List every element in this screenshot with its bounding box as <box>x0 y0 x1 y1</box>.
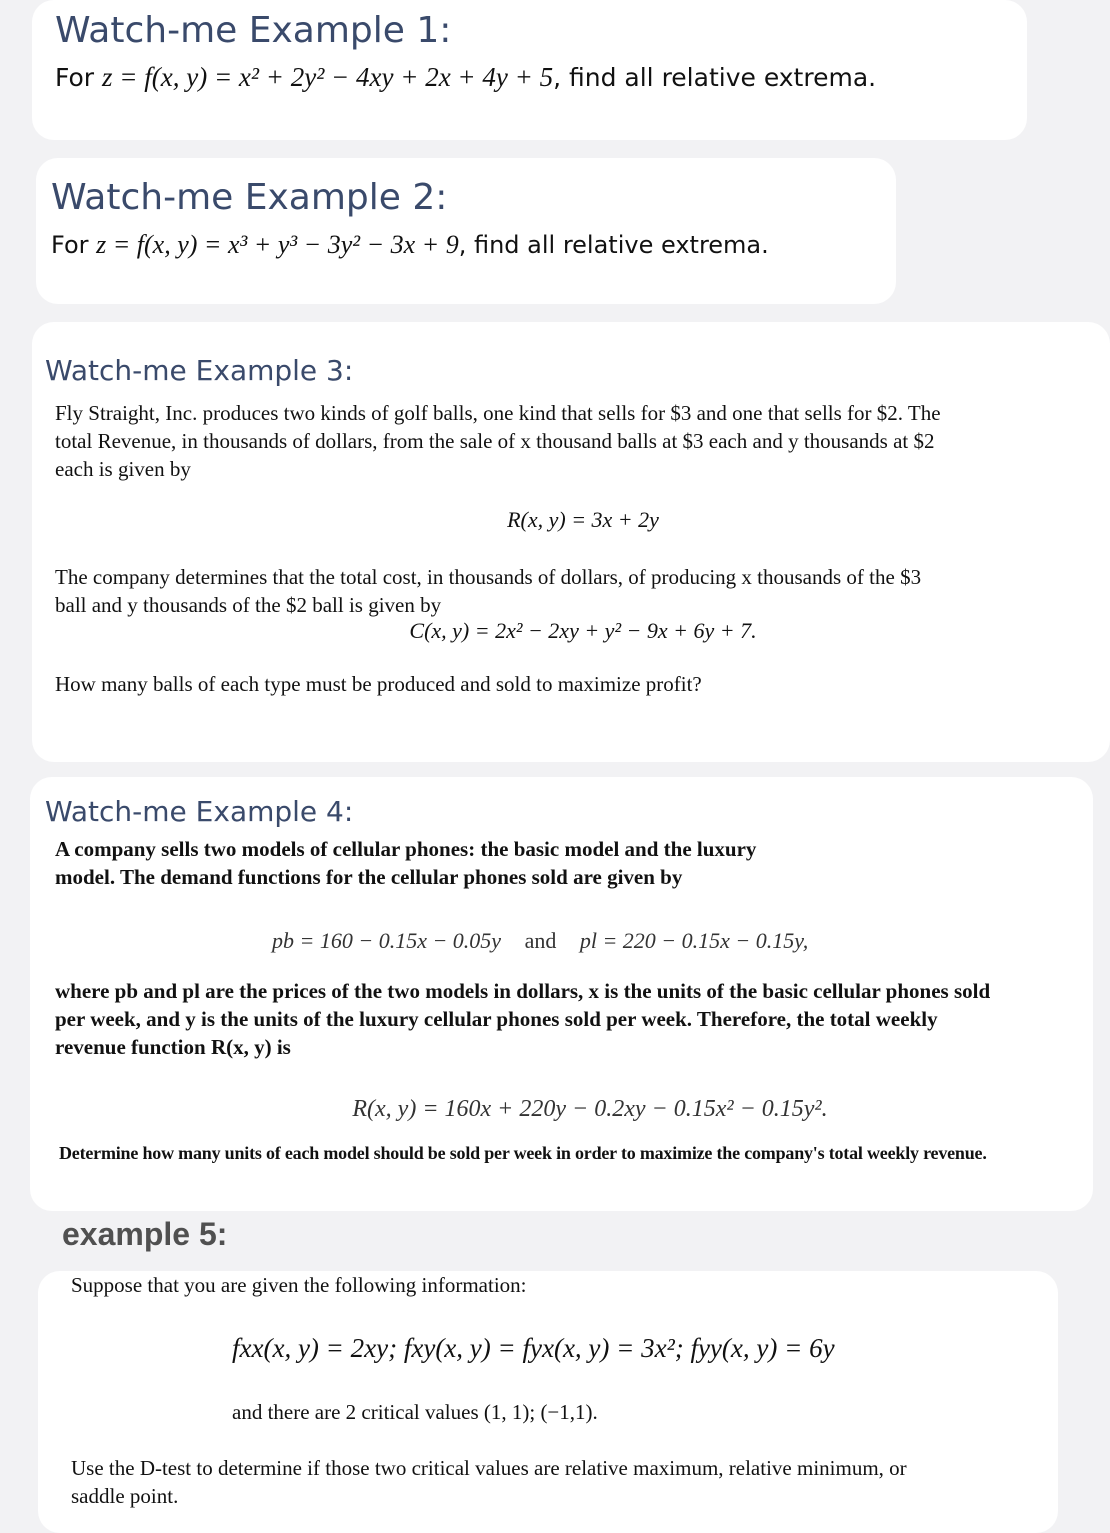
example-4-question: Determine how many units of each model should be sold per week in order to maximize the company's total weekly revenue. <box>59 1143 987 1163</box>
example-2-statement <box>51 230 769 260</box>
example-3-p2-line-2: ball and y thousands of the $2 ball is given by <box>55 593 442 617</box>
example-2-equation: z = f(x, y) = x³ + y³ − 3y² − 3x + 9 <box>96 230 459 259</box>
example-3-title: Watch-me Example 3: <box>45 354 354 387</box>
example-1-statement <box>55 62 876 93</box>
example-4-title: Watch-me Example 4: <box>45 795 354 828</box>
example-5-title: example 5: <box>62 1216 228 1252</box>
example-4-intro-line-1: A company sells two models of cellular phones: the basic model and the luxury <box>55 837 757 861</box>
example-5-question-line-1: Use the D-test to determine if those two critical values are relative maximum, relative minimum, or <box>71 1456 907 1480</box>
example-5-question-line-2: saddle point. <box>71 1484 179 1508</box>
example-4-intro <box>55 835 756 891</box>
example-4-demand-and: and <box>524 928 557 953</box>
example-4-where-paragraph <box>55 977 990 1061</box>
example-4-demand-functions <box>272 928 808 954</box>
example-4-where-line-2: per week, and y is the units of the luxury cellular phones sold per week. Therefore, the total weekly <box>55 1007 938 1031</box>
example-2-suffix: , find all relative extrema. <box>458 231 769 259</box>
example-5-derivatives: fxx(x, y) = 2xy; fxy(x, y) = fyx(x, y) = 3x²; fyy(x, y) = 6y <box>232 1333 835 1363</box>
example-4-revenue-equation: R(x, y) = 160x + 220y − 0.2xy − 0.15x² − 0.15y². <box>352 1096 828 1122</box>
example-3-p1-line-1: Fly Straight, Inc. produces two kinds of golf balls, one kind that sells for $3 and one that sells for $2. The <box>55 401 941 425</box>
example-3-cost-equation: C(x, y) = 2x² − 2xy + y² − 9x + 6y + 7. <box>409 618 757 643</box>
example-2-title: Watch-me Example 2: <box>51 177 448 218</box>
example-4-demand-luxury: pl = 220 − 0.15x − 0.15y, <box>579 928 809 953</box>
example-2-prefix: For <box>51 231 89 259</box>
example-3-p1-line-2: total Revenue, in thousands of dollars, from the sale of x thousand balls at $3 each and y thousands at $2 <box>55 429 935 453</box>
example-5-critical-values: and there are 2 critical values (1, 1); (−1,1). <box>232 1400 598 1424</box>
example-1-suffix: , find all relative extrema. <box>553 63 877 92</box>
example-3-p1-line-3: each is given by <box>55 457 191 481</box>
example-3-question: How many balls of each type must be produced and sold to maximize profit? <box>55 672 702 696</box>
example-1-prefix: For <box>55 63 95 92</box>
example-1-equation: z = f(x, y) = x² + 2y² − 4xy + 2x + 4y + 5 <box>102 62 554 92</box>
example-4-demand-basic: pb = 160 − 0.15x − 0.05y <box>272 928 502 953</box>
example-3-paragraph-2 <box>55 563 1110 619</box>
example-5-intro: Suppose that you are given the following information: <box>71 1273 527 1297</box>
example-3-p2-line-1: The company determines that the total cost, in thousands of dollars, of producing x thousands of the $3 <box>55 565 922 589</box>
example-3-paragraph-1 <box>55 399 1110 483</box>
example-4-where-line-3: revenue function R(x, y) is <box>55 1035 291 1059</box>
example-1-title: Watch-me Example 1: <box>55 10 452 51</box>
example-3-revenue-equation: R(x, y) = 3x + 2y <box>507 507 659 532</box>
example-4-where-line-1: where pb and pl are the prices of the two models in dollars, x is the units of the basic cellular phones sold <box>55 979 991 1003</box>
example-5-question <box>71 1454 907 1510</box>
example-4-intro-line-2: model. The demand functions for the cellular phones sold are given by <box>55 865 683 889</box>
